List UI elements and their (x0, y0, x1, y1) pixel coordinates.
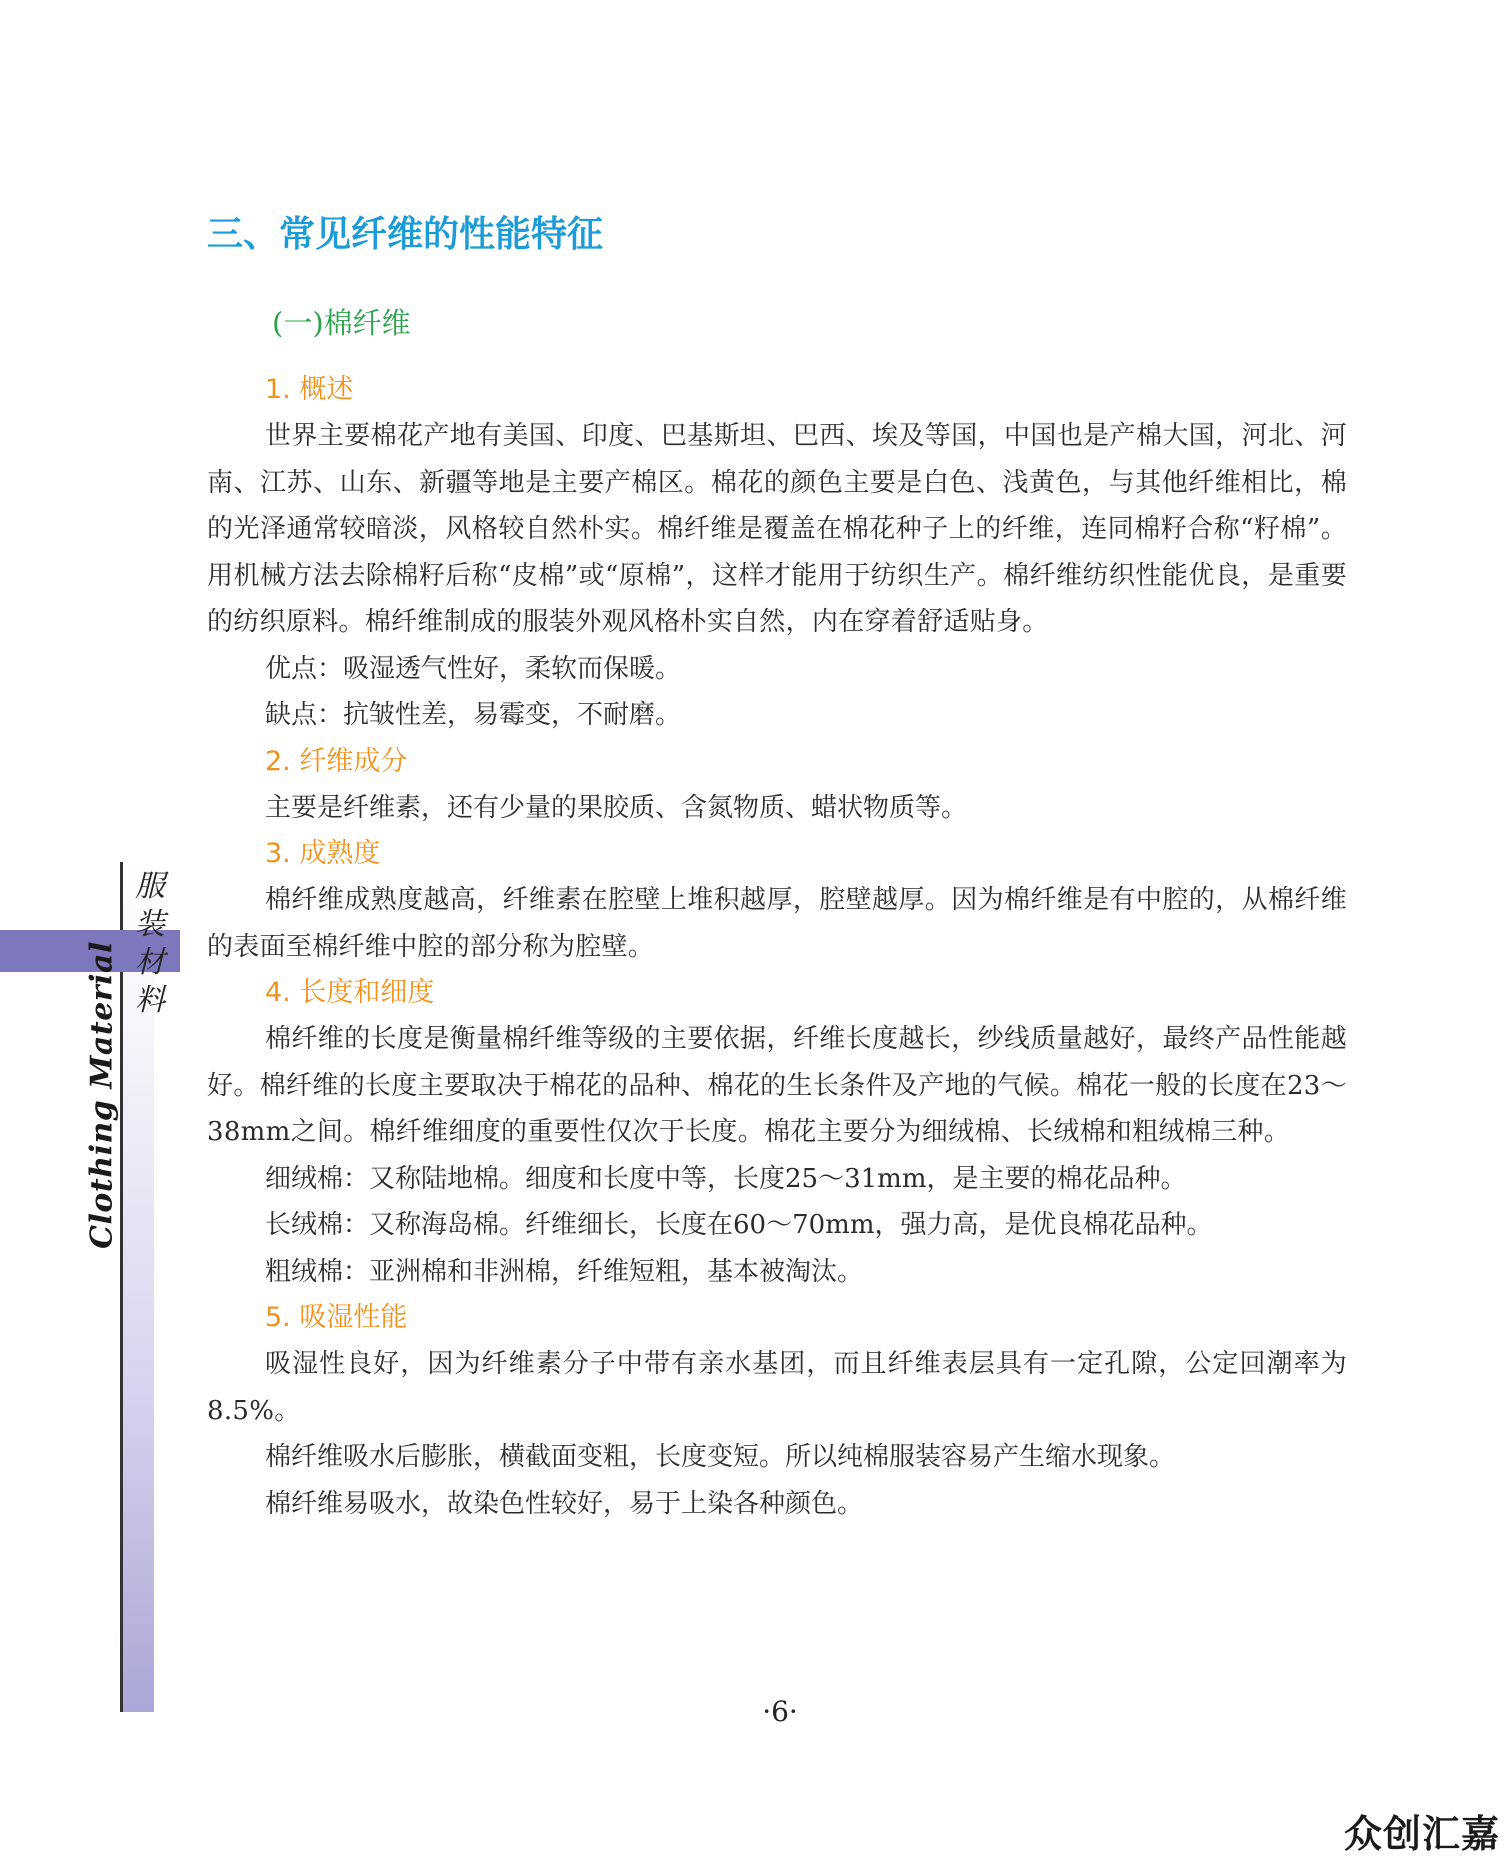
long-cotton-line: 长绒棉：又称海岛棉。纤维细长，长度在60～70mm，强力高，是优良棉花品种。 (265, 1210, 1213, 1240)
composition-line: 主要是纤维素，还有少量的果胶质、含氮物质、蜡状物质等。 (265, 792, 968, 823)
sidebar-book-title (125, 868, 175, 1020)
watermark-logo: 众创汇嘉 (1343, 1812, 1500, 1856)
fine-cotton-line: 细绒棉：又称陆地棉。细度和长度中等，长度25～31mm，是主要的棉花品种。 (265, 1163, 1187, 1194)
sidebar-title-char: 材 (135, 945, 165, 980)
paragraph-overview: 世界主要棉花产地有美国、印度、巴基斯坦、巴西、埃及等国，中国也是产棉大国，河北、河南、江苏、山东、新疆等地是主要产棉区。棉花的颜色主要是白色、浅黄色，与其他纤维相比，棉的光泽通常较暗淡，风格较自然朴实。棉纤维是覆盖在棉花种子上的纤维，连同棉籽合称“籽棉”。用机械方法去除棉籽后称“皮棉”或“原棉”，这样才能用于纺织生产。棉纤维纺织性能优良，是重要的纺织原料。棉纤维制成的服装外观风格朴实自然，内在穿着舒适贴身。 (207, 421, 1347, 637)
heading-maturity: 3. 成熟度 (265, 838, 381, 869)
sidebar-divider-line (120, 862, 123, 1712)
section-title: 三、常见纤维的性能特征 (207, 214, 604, 255)
pros-line: 优点：吸湿透气性好，柔软而保暖。 (265, 653, 682, 684)
heading-moisture: 5. 吸湿性能 (265, 1302, 408, 1333)
cons-line: 缺点：抗皱性差，易霉变，不耐磨。 (265, 700, 682, 730)
paragraph-maturity: 棉纤维成熟度越高，纤维素在腔壁上堆积越厚，腔壁越厚。因为棉纤维是有中腔的，从棉纤维的表面至棉纤维中腔的部分称为腔壁。 (207, 885, 1347, 962)
sidebar-title-char: 服 (135, 869, 165, 904)
main-content (207, 367, 1347, 1527)
subsection-title: (一)棉纤维 (272, 306, 411, 340)
sidebar-english-title: Clothing Material (84, 941, 120, 1249)
sidebar-title-char: 装 (135, 907, 165, 942)
coarse-cotton-line: 粗绒棉：亚洲棉和非洲棉，纤维短粗，基本被淘汰。 (265, 1256, 864, 1287)
moisture-line-2: 棉纤维易吸水，故染色性较好，易于上染各种颜色。 (265, 1488, 864, 1519)
sidebar-title-char: 料 (135, 983, 165, 1018)
heading-composition: 2. 纤维成分 (265, 745, 408, 777)
page-number: ·6· (762, 1695, 798, 1728)
paragraph-length: 棉纤维的长度是衡量棉纤维等级的主要依据，纤维长度越长，纱线质量越好，最终产品性能越好。棉纤维的长度主要取决于棉花的品种、棉花的生长条件及产地的气候。棉花一般的长度在23～38mm之间。棉纤维细度的重要性仅次于长度。棉花主要分为细绒棉、长绒棉和粗绒棉三种。 (207, 1024, 1347, 1147)
heading-length: 4. 长度和细度 (265, 977, 435, 1008)
moisture-line-1: 棉纤维吸水后膨胀，横截面变粗，长度变短。所以纯棉服装容易产生缩水现象。 (265, 1442, 1176, 1472)
paragraph-moisture: 吸湿性良好，因为纤维素分子中带有亲水基团，而且纤维表层具有一定孔隙，公定回潮率为8.5%。 (207, 1349, 1347, 1426)
heading-overview: 1. 概述 (265, 374, 354, 405)
